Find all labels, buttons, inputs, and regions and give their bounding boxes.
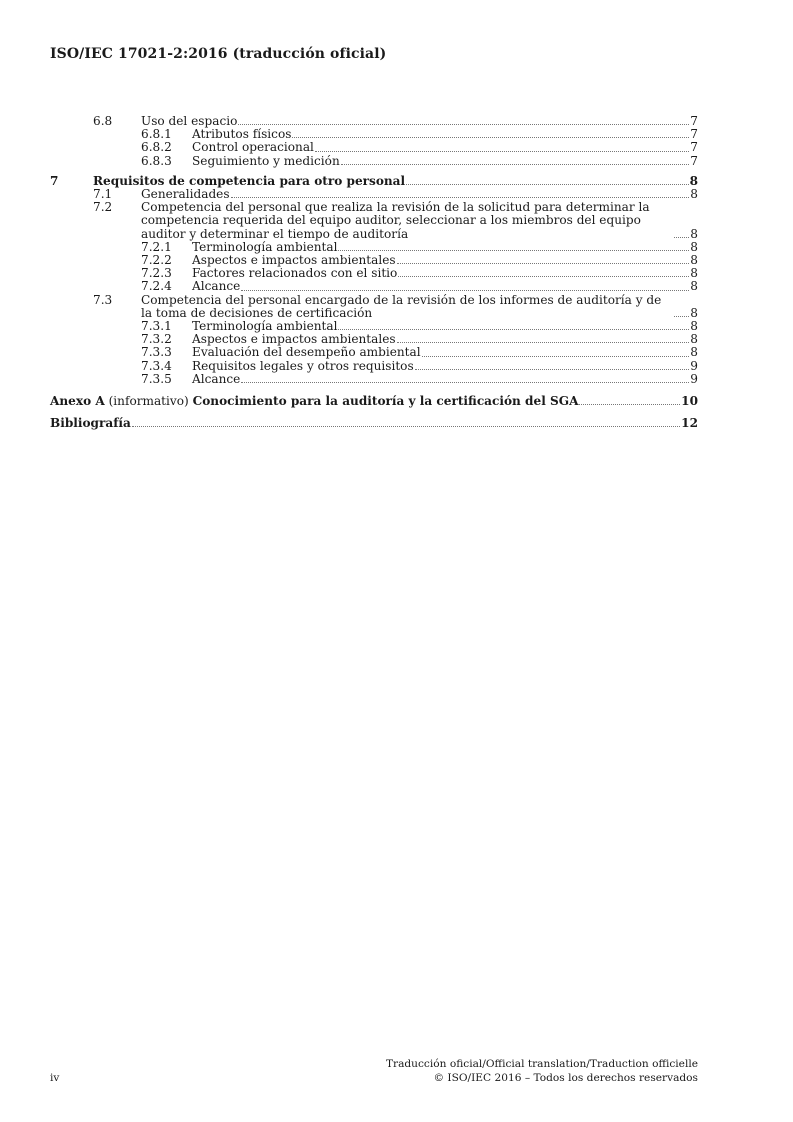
toc-number: 6.8.3: [141, 153, 172, 168]
toc-title: Aspectos e impactos ambientales: [192, 253, 396, 268]
leader-dots: [292, 137, 689, 138]
leader-dots: [398, 276, 689, 277]
leader-dots: [315, 151, 689, 152]
toc-page: 8: [690, 253, 698, 268]
toc-title: Bibliografía: [50, 416, 131, 431]
leader-dots: [241, 382, 689, 383]
toc-title: Generalidades: [141, 187, 230, 202]
annex-label: Anexo A: [50, 394, 105, 409]
toc-page: 7: [690, 114, 698, 128]
toc-number: 7.1: [93, 187, 113, 202]
footer-right: [386, 1057, 698, 1085]
toc-page: 7: [690, 153, 698, 168]
toc-number: 7.3: [93, 292, 113, 307]
toc-title: Competencia del personal que realiza la revisión de la solicitud para determinar la competencia requerida del equipo auditor, seleccionar a los miembros del equipo auditor y determinar el tiempo de auditoría: [141, 200, 650, 241]
toc-title: Atributos físicos: [192, 127, 292, 142]
toc-page: 8: [690, 332, 698, 347]
toc-page: 8: [690, 305, 698, 320]
toc-entry-6-8-2[interactable]: [50, 141, 698, 154]
toc-number: 7.3.2: [141, 332, 172, 347]
toc-page: 7: [690, 127, 698, 142]
toc-page: 8: [690, 279, 698, 294]
toc-entry-6-8-3[interactable]: [50, 155, 698, 168]
toc-entry-7-3[interactable]: [50, 294, 698, 320]
toc-number: 7.2.3: [141, 266, 172, 281]
toc-number: 7.2.2: [141, 253, 172, 268]
toc-entry-7-2-4[interactable]: [50, 280, 698, 293]
toc-page: 7: [690, 140, 698, 155]
toc-entry-7-3-4[interactable]: [50, 360, 698, 373]
toc-page: 8: [690, 187, 698, 202]
toc-number: 7: [50, 173, 59, 188]
toc-title: Alcance: [192, 279, 241, 294]
leader-dots: [397, 263, 689, 264]
translation-note: Traducción oficial/Official translation/Traduction officielle: [385, 1058, 698, 1070]
toc-title: Terminología ambiental: [192, 239, 338, 254]
toc-number: 6.8.1: [141, 127, 172, 142]
toc-title: Alcance: [192, 371, 241, 386]
leader-dots: [338, 250, 689, 251]
leader-dots: [132, 426, 680, 427]
toc-page: 8: [690, 226, 698, 241]
leader-dots: [238, 124, 689, 125]
leader-dots: [241, 290, 689, 291]
toc-title: Competencia del personal encargado de la revisión de los informes de auditoría y de la toma de decisiones de certificación: [141, 292, 662, 320]
toc-page: 8: [690, 319, 698, 334]
toc-page: 8: [690, 345, 698, 360]
leader-dots: [338, 329, 689, 330]
toc-title: Evaluación del desempeño ambiental: [192, 345, 421, 360]
toc-entry-bibliography[interactable]: [50, 417, 698, 430]
leader-dots: [674, 316, 689, 317]
toc-number: 7.2: [93, 200, 113, 215]
toc-page: 12: [681, 416, 698, 431]
toc-number: 6.8: [93, 114, 113, 128]
leader-dots: [406, 184, 688, 185]
toc-page: 8: [690, 239, 698, 254]
document-header: ISO/IEC 17021-2:2016 (traducción oficial): [50, 46, 387, 62]
toc-number: 7.3.5: [141, 371, 172, 386]
toc-entry-7-2[interactable]: [50, 201, 698, 241]
page-number: iv: [50, 1072, 60, 1084]
toc-page: 8: [690, 266, 698, 281]
toc-number: 7.2.4: [141, 279, 172, 294]
toc-page: 9: [690, 358, 698, 373]
annex-note: (informativo): [104, 394, 193, 409]
toc-page: 10: [681, 394, 698, 409]
annex-title: Conocimiento para la auditoría y la certificación del SGA: [192, 394, 579, 409]
leader-dots: [415, 369, 689, 370]
toc-title: Terminología ambiental: [192, 319, 338, 334]
table-of-contents: [50, 115, 698, 430]
toc-page: 8: [689, 173, 698, 188]
toc-page: 9: [690, 371, 698, 386]
toc-entry-7-3-3[interactable]: [50, 346, 698, 359]
leader-dots: [674, 237, 689, 238]
toc-title: [50, 395, 578, 408]
toc-number: 6.8.2: [141, 140, 172, 155]
toc-title: Uso del espacio: [141, 114, 238, 128]
toc-title: Requisitos legales y otros requisitos: [192, 358, 414, 373]
toc-title: Aspectos e impactos ambientales: [192, 332, 396, 347]
toc-title: Control operacional: [192, 140, 314, 155]
toc-entry-annex-a[interactable]: [50, 395, 698, 408]
copyright-note: © ISO/IEC 2016 – Todos los derechos reservados: [433, 1072, 698, 1085]
toc-number: 7.3.1: [141, 319, 172, 334]
toc-title: Seguimiento y medición: [192, 153, 340, 168]
leader-dots: [422, 356, 689, 357]
leader-dots: [341, 164, 689, 165]
toc-number: 7.3.4: [141, 358, 172, 373]
toc-entry-7-3-5[interactable]: [50, 373, 698, 386]
toc-number: 7.2.1: [141, 239, 172, 254]
leader-dots: [231, 197, 689, 198]
toc-title: Factores relacionados con el sitio: [192, 266, 398, 281]
toc-title: Requisitos de competencia para otro personal: [93, 173, 406, 188]
toc-number: 7.3.3: [141, 345, 172, 360]
leader-dots: [397, 342, 689, 343]
leader-dots: [579, 404, 680, 405]
